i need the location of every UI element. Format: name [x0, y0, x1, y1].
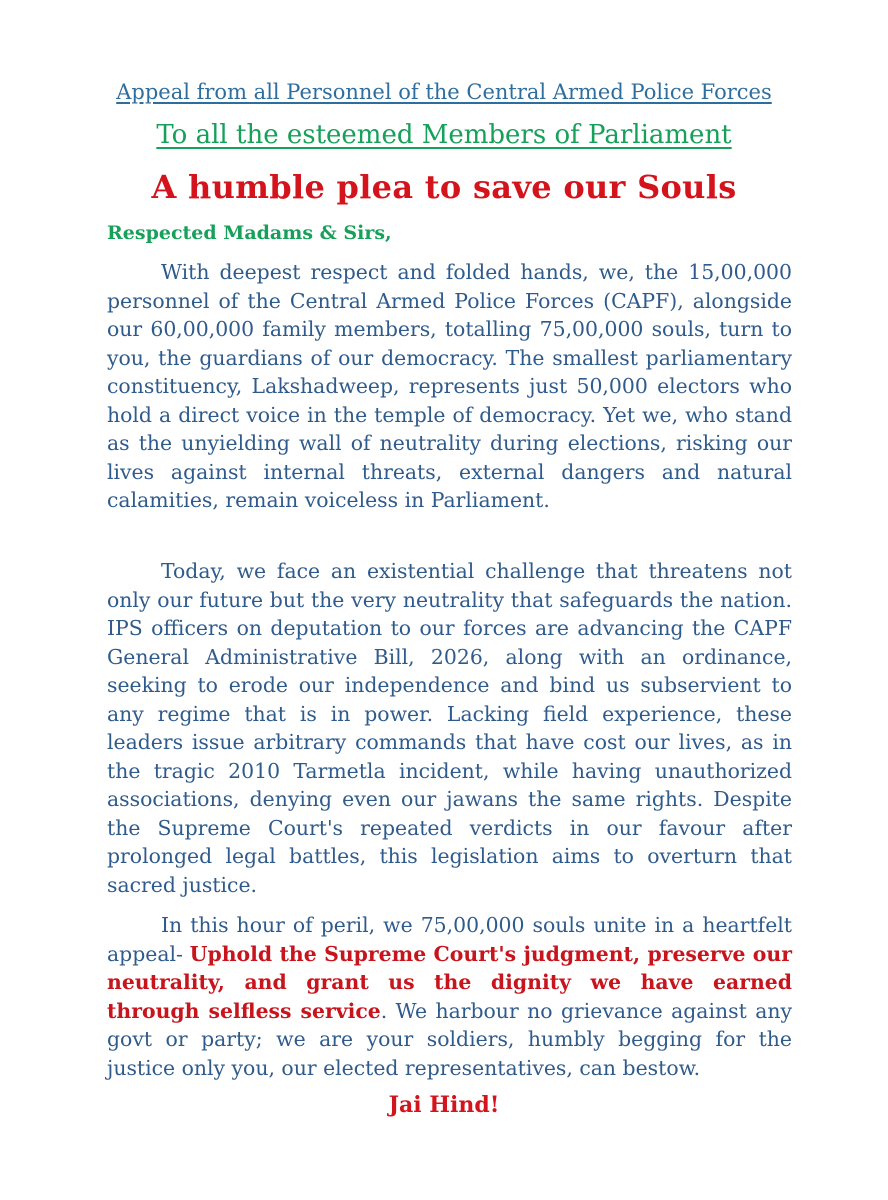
body-paragraph-3 — [107, 911, 792, 1082]
appeal-emphasis-text: Uphold the Supreme Court's judgment, preserve our neutrality, and grant us the dignity we have earned through selfless service — [107, 941, 792, 1023]
plea-headline: A humble plea to save our Souls — [151, 168, 737, 206]
appeal-lead-text: In this hour of peril, we 75,00,000 souls unite in a heartfelt appeal- — [107, 913, 792, 966]
body-paragraph-1: With deepest respect and folded hands, we, the 15,00,000 personnel of the Central Armed Police Forces (CAPF), alongside our 60,00,000 family members, totalling 75,00,000 souls, turn to you, the guardians of our democracy. The smallest parliamentary constituency, Lakshadweep, represents just 50,000 electors who hold a direct voice in the temple of democracy. Yet we, who stand as the unyielding wall of neutrality during elections, risking our lives against internal threats, external dangers and natural calamities, remain voiceless in Parliament. — [107, 260, 792, 513]
salutation: Respected Madams & Sirs, — [107, 222, 392, 244]
appeal-from-personnel-heading: Appeal from all Personnel of the Central Armed Police Forces — [116, 80, 772, 104]
body-paragraph-2: Today, we face an existential challenge that threatens not only our future but the very neutrality that safeguards the nation. IPS officers on deputation to our forces are advancing the CAPF General Administrative Bill, 2026, along with an ordinance, seeking to erode our independence and bind us subservient to any regime that is in power. Lacking field experience, these leaders issue arbitrary commands that have cost our lives, as in the tragic 2010 Tarmetla incident, while having unauthorized associations, denying even our jawans the same rights. Despite the Supreme Court's repeated verdicts in our favour after prolonged legal battles, this legislation aims to overturn that sacred justice. — [107, 559, 792, 898]
appeal-tail-text: . We harbour no grievance against any govt or party; we are your soldiers, humbly begging for the justice only you, our elected representatives, can bestow. — [107, 998, 792, 1080]
addressee-heading: To all the esteemed Members of Parliament — [156, 120, 732, 150]
closing-salute: Jai Hind! — [388, 1092, 500, 1118]
